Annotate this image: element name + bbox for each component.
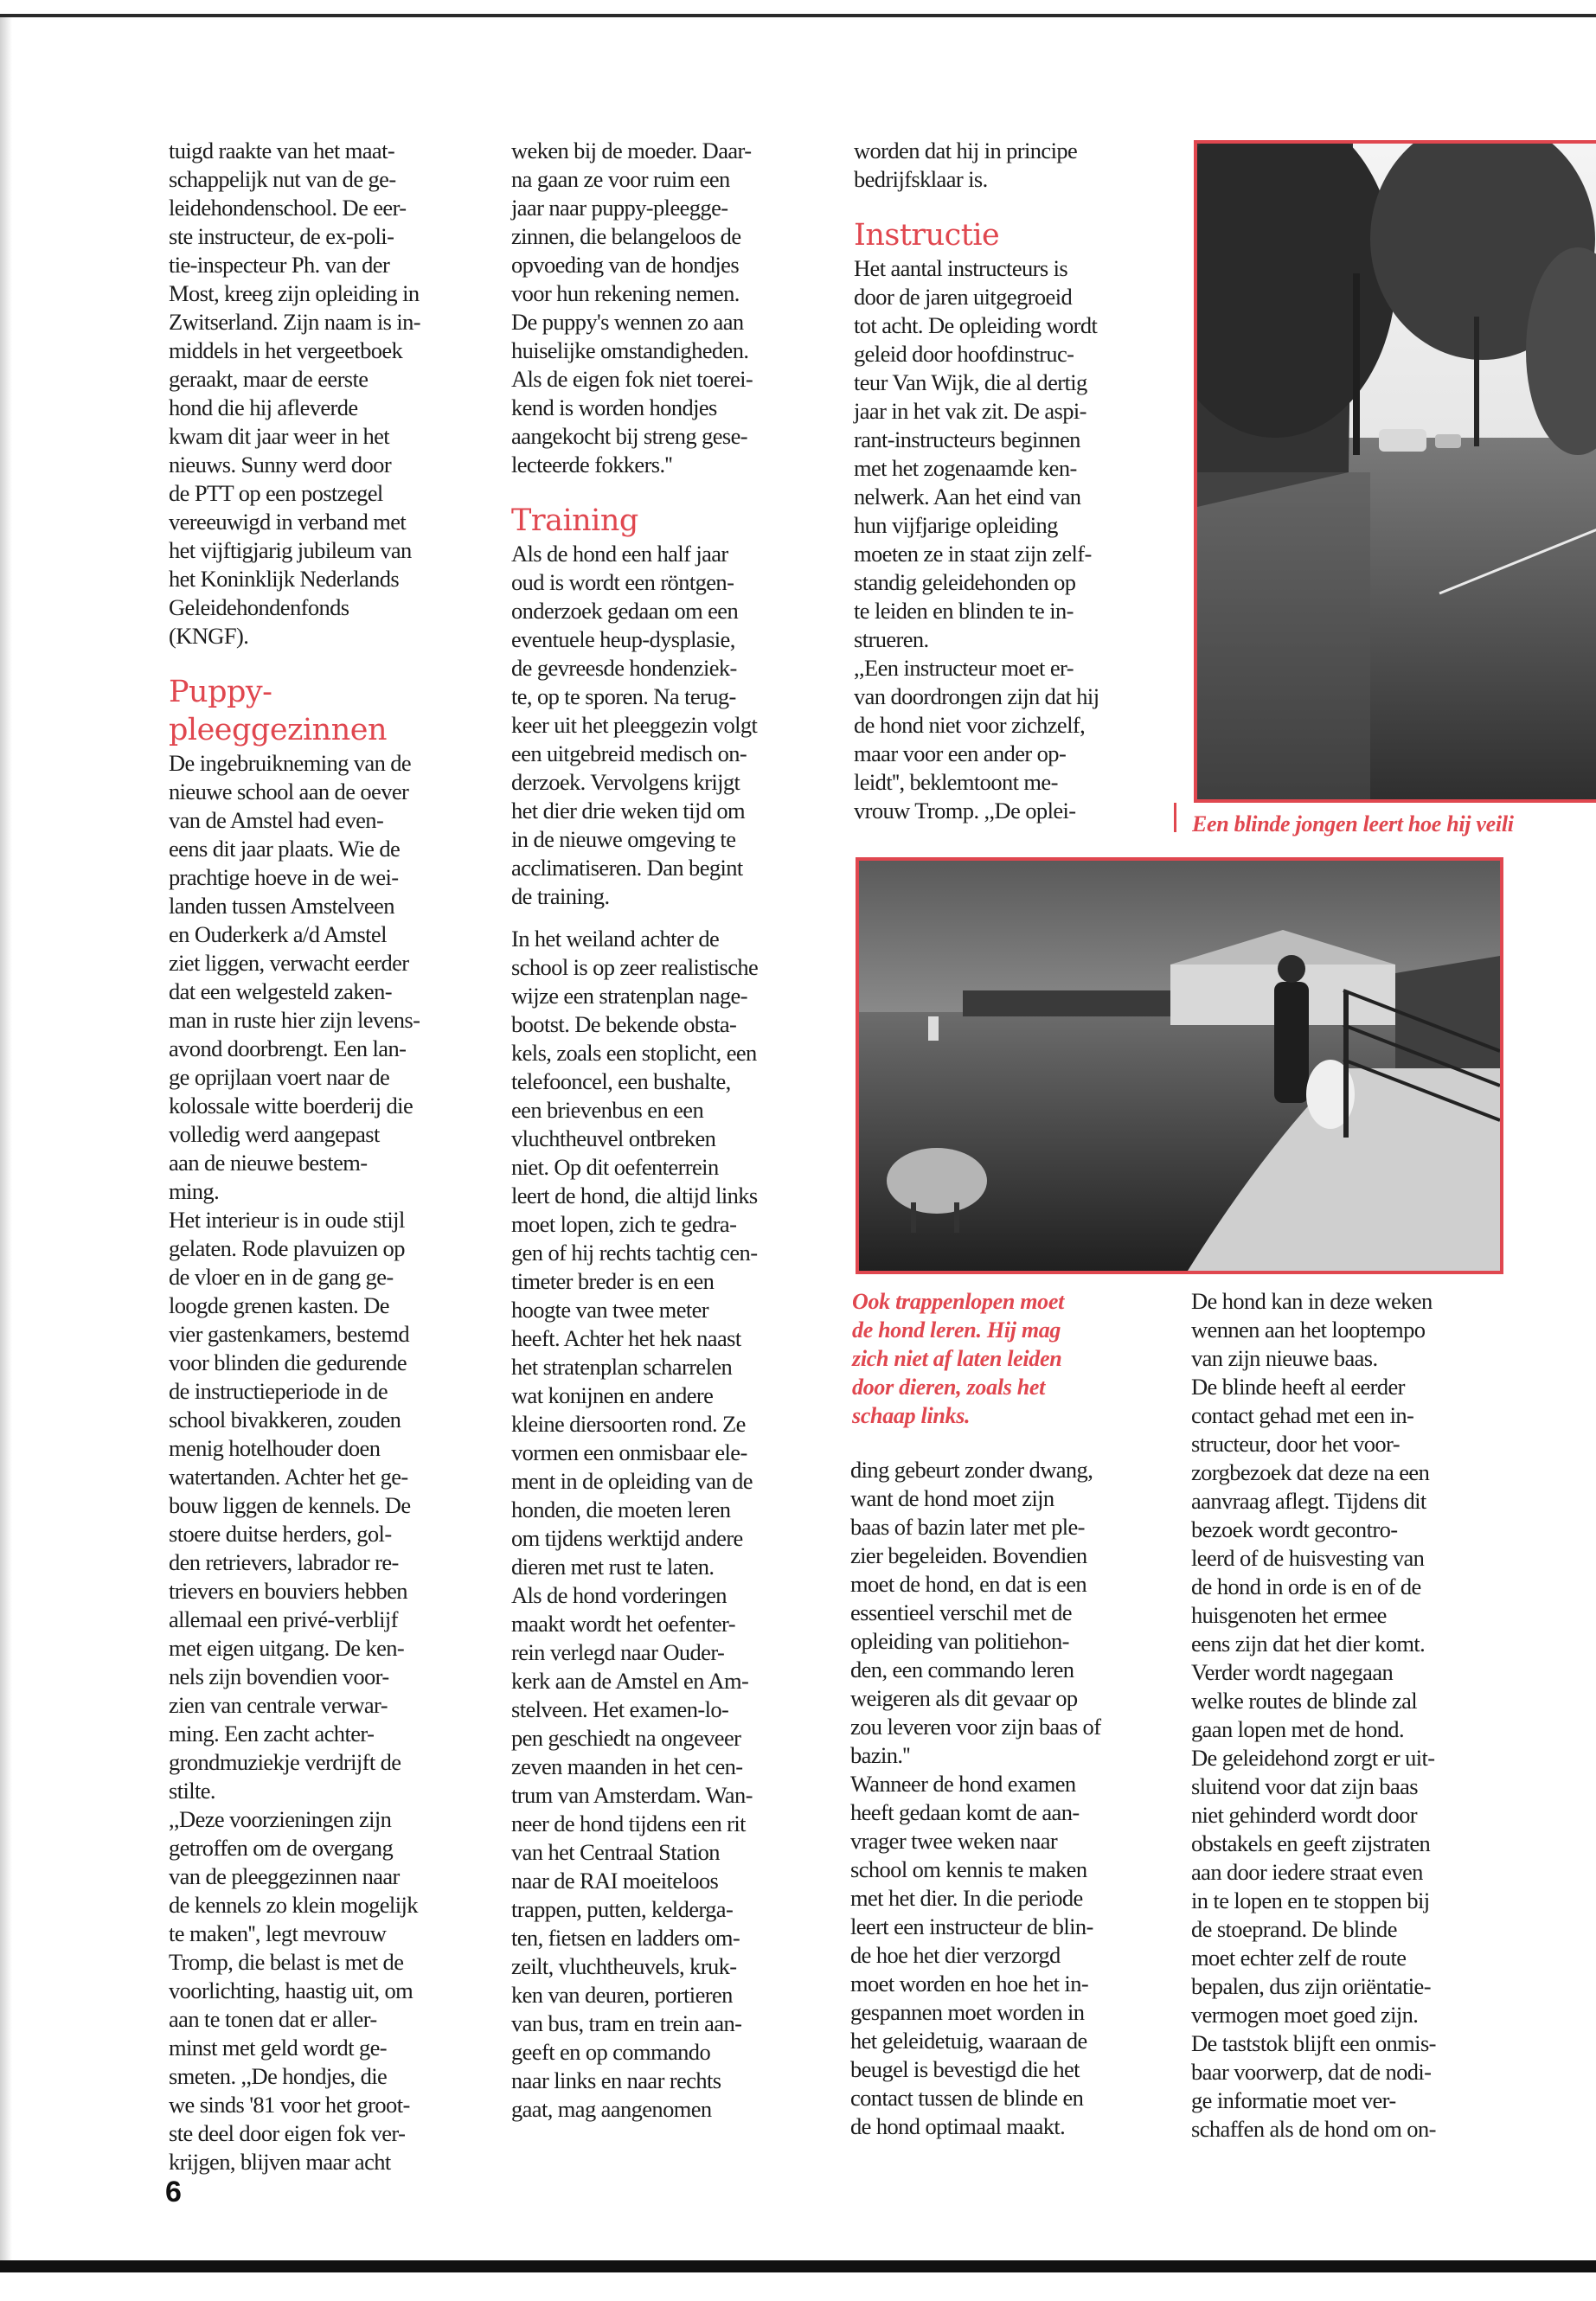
col4-paragraph-2: De blinde heeft al eerder contact gehad met een in- structeur, door het voor- zorgbezoek dat deze na een aanvraag aflegt. Tijdens dit bezoek wordt gecontro- leerd of de huisvesting van de hond in orde is en of de huisgenoten het ermee eens zijn dat het dier komt. Verder wordt nagegaan welke routes de blinde zal gaan lopen met de hond. (1191, 1374, 1430, 1742)
col3-paragraph-3: ,,Een instructeur moet er- van doordrongen zijn dat hij de hond niet voor zichzelf, maar voor een ander op- leidt'', beklemtoont me- vrouw Tromp. ,,De oplei- (854, 655, 1099, 824)
photo-training-field (856, 857, 1503, 1274)
col4-paragraph-3: De geleidehond zorgt er uit- sluitend voor dat zijn baas niet gehinderd wordt door obstakels en geeft zijstraten aan door iedere straat even in te lopen en te stoppen bij de stoeprand. De blinde moet echter zelf de route bepalen, dus zijn oriëntatie- vermogen moet goed zijn. (1191, 1745, 1435, 2028)
col2-paragraph-3: In het weiland achter de school is op zeer realistische wijze een stratenplan nage- bootst. De bekende obsta- kels, zoals een stoplicht, een telefooncel, een bushalte, een brievenbus en een vluchtheuvel ontbreken niet. Op dit oefenterrein leert de hond, die altijd links moet lopen, zich te gedra- gen of hij rechts tachtig cen- timeter breder is en een hoogte van twee meter heeft. Achter het hek naast het stratenplan scharrelen wat konijnen en andere kleine diersoorten rond. Ze vormen een onmisbaar ele- ment in de opleiding van de honden, die moeten leren om tijdens werktijd andere dieren met rust te laten. (511, 926, 759, 1580)
heading-instructie: Instructie (854, 218, 1000, 253)
photo-street-scene (1194, 140, 1596, 803)
col4-paragraph-4: De taststok blijft een onmis- baar voorwerp, dat de nodi- ge informatie moet ver- schaffen als de hond om on- (1191, 2030, 1436, 2142)
col1-paragraph-3: Het interieur is in oude stijl gelaten. Rode plavuizen op de vloer en in de gang ge- loogde grenen kasten. De vier gastenkamers, bestemd voor blinden die gedurende de instructieperiode in de school bivakkeren, zouden menig hotelhouder doen watertanden. Achter het ge- bouw liggen de kennels. De stoere duitse herders, gol- den retrievers, labrador re- trievers en bouviers hebben allemaal een privé-verblijf met eigen uitgang. De ken- nels zijn bovendien voor- zien van centrale verwar- ming. Een zacht achter- grondmuziekje verdrijft de stilte. (169, 1207, 411, 1804)
column-3-upper (854, 137, 1165, 825)
bottom-border-line (0, 2260, 1596, 2272)
col3-paragraph-2: Het aantal instructeurs is door de jaren uitgegroeid tot acht. De opleiding wordt geleid door hoofdinstruc- teur Van Wijk, die al dertig jaar in het vak zit. De aspi- rant-instructeurs beginnen met het zogenaamde ken- nelwerk. Aan het eind van hun vijfjarige opleiding moeten ze in staat zijn zelf- standig geleidehonden op te leiden en blinden te in- strueren. (854, 255, 1098, 652)
scan-shadow (0, 17, 12, 2260)
caption-divider (1174, 803, 1176, 832)
column-3-lower (850, 1456, 1179, 2141)
col2-paragraph-4: Als de hond vorderingen maakt wordt het oefenter- rein verlegd naar Ouder- kerk aan de Amstel en Am- stelveen. Het examen-lo- pen geschiedt na ongeveer zeven maanden in het cen- trum van Amsterdam. Wan- neer de hond tijdens een rit van het Centraal Station naar de RAI moeiteloos trappen, putten, kelderga- ten, fietsen en ladders om- zeilt, vluchtheuvels, kruk- ken van deuren, portieren van bus, tram en trein aan- geeft en op commando naar links en naar rechts gaat, mag aangenomen (511, 1582, 753, 2122)
col1-paragraph-1: tuigd raakte van het maat- schappelijk nut van de ge- leidehondenschool. De eer- ste instructeur, de ex-poli- tie-inspecteur Ph. van der Most, kreeg zijn opleiding in Zwitserland. Zijn naam is in- middels in het vergeetboek geraakt, maar de eerste hond die hij afleverde kwam dit jaar weer in het nieuws. Sunny werd door de PTT op een postzegel vereeuwigd in verband met het vijftigjarig jubileum van het Koninklijk Nederlands Geleidehondenfonds (KNGF). (169, 138, 420, 649)
heading-puppy-pleeggezinnen: Puppy-pleeggezinnen (169, 675, 388, 747)
col2-paragraph-2: Als de hond een half jaar oud is wordt een röntgen- onderzoek gedaan om een eventuele heup-dysplasie, de gevreesde hondenziek- te, op te sporen. Na terug- keer uit het pleeggezin volgt een uitgebreid medisch on- derzoek. Vervolgens krijgt het dier drie weken tijd om in de nieuwe omgeving te acclimatiseren. Dan begint de training. (511, 541, 758, 909)
col3-paragraph-1: worden dat hij in principe bedrijfsklaar is. (854, 138, 1078, 192)
column-4 (1191, 1287, 1513, 2144)
page-number: 6 (165, 2176, 182, 2208)
col3-paragraph-4: ding gebeurt zonder dwang, want de hond moet zijn baas of bazin later met ple- zier begeleiden. Bovendien moet de hond, en dat is een essentieel verschil met de opleiding van politiehon- den, een commando leren weigeren als dit gevaar op zou leveren voor zijn baas of bazin.'' (850, 1457, 1101, 1768)
col4-paragraph-1: De hond kan in deze weken wennen aan het looptempo van zijn nieuwe baas. (1191, 1288, 1433, 1371)
top-border-line (0, 14, 1596, 17)
col1-paragraph-2: De ingebruikneming van de nieuwe school aan de oever van de Amstel had even- eens dit jaar plaats. Wie de prachtige hoeve in de wei- landen tussen Amstelveen en Ouderkerk a/d Amstel ziet liggen, verwacht eerder dat een welgesteld zaken- man in ruste hier zijn levens- avond doorbrengt. Een lan- ge oprijlaan voert naar de kolossale witte boerderij die volledig werd aangepast aan de nieuwe bestem- ming. (169, 750, 420, 1204)
heading-training: Training (511, 503, 638, 538)
column-1 (169, 137, 480, 2176)
caption-top-photo: Een blinde jongen leert hoe hij veili (1192, 811, 1514, 836)
col2-paragraph-1: weken bij de moeder. Daar- na gaan ze voor ruim een jaar naar puppy-pleegge- zinnen, die belangeloos de opvoeding van de hondjes voor hun rekening nemen. De puppy's wennen zo aan huiselijke omstandigheden. Als de eigen fok niet toerei- kend is worden hondjes aangekocht bij streng gese- lecteerde fokkers.'' (511, 138, 753, 478)
street-scene-image (1197, 144, 1596, 799)
caption-middle-photo: Ook trappenlopen moet de hond leren. Hij mag zich niet af laten leiden door dieren, zoals het schaap links. (852, 1289, 1065, 1428)
col3-paragraph-5: Wanneer de hond examen heeft gedaan komt de aan- vrager twee weken naar school om kennis te maken met het dier. In die periode leert een instructeur de blin- de hoe het dier verzorgd moet worden en hoe het in- gespannen moet worden in het geleidetuig, waaraan de beugel is bevestigd die het contact tussen de blinde en de hond optimaal maakt. (850, 1771, 1093, 2139)
col1-paragraph-4: ,,Deze voorzieningen zijn getroffen om de overgang van de pleeggezinnen naar de kennels zo klein mogelijk te maken'', legt mevrouw Tromp, die belast is met de voorlichting, haastig uit, om aan te tonen dat er aller- minst met geld wordt ge- smeten. ,,De hondjes, die we sinds '81 voor het groot- ste deel door eigen fok ver- krijgen, blijven maar acht (169, 1806, 418, 2175)
training-field-image (859, 861, 1500, 1271)
column-2 (511, 137, 823, 2124)
